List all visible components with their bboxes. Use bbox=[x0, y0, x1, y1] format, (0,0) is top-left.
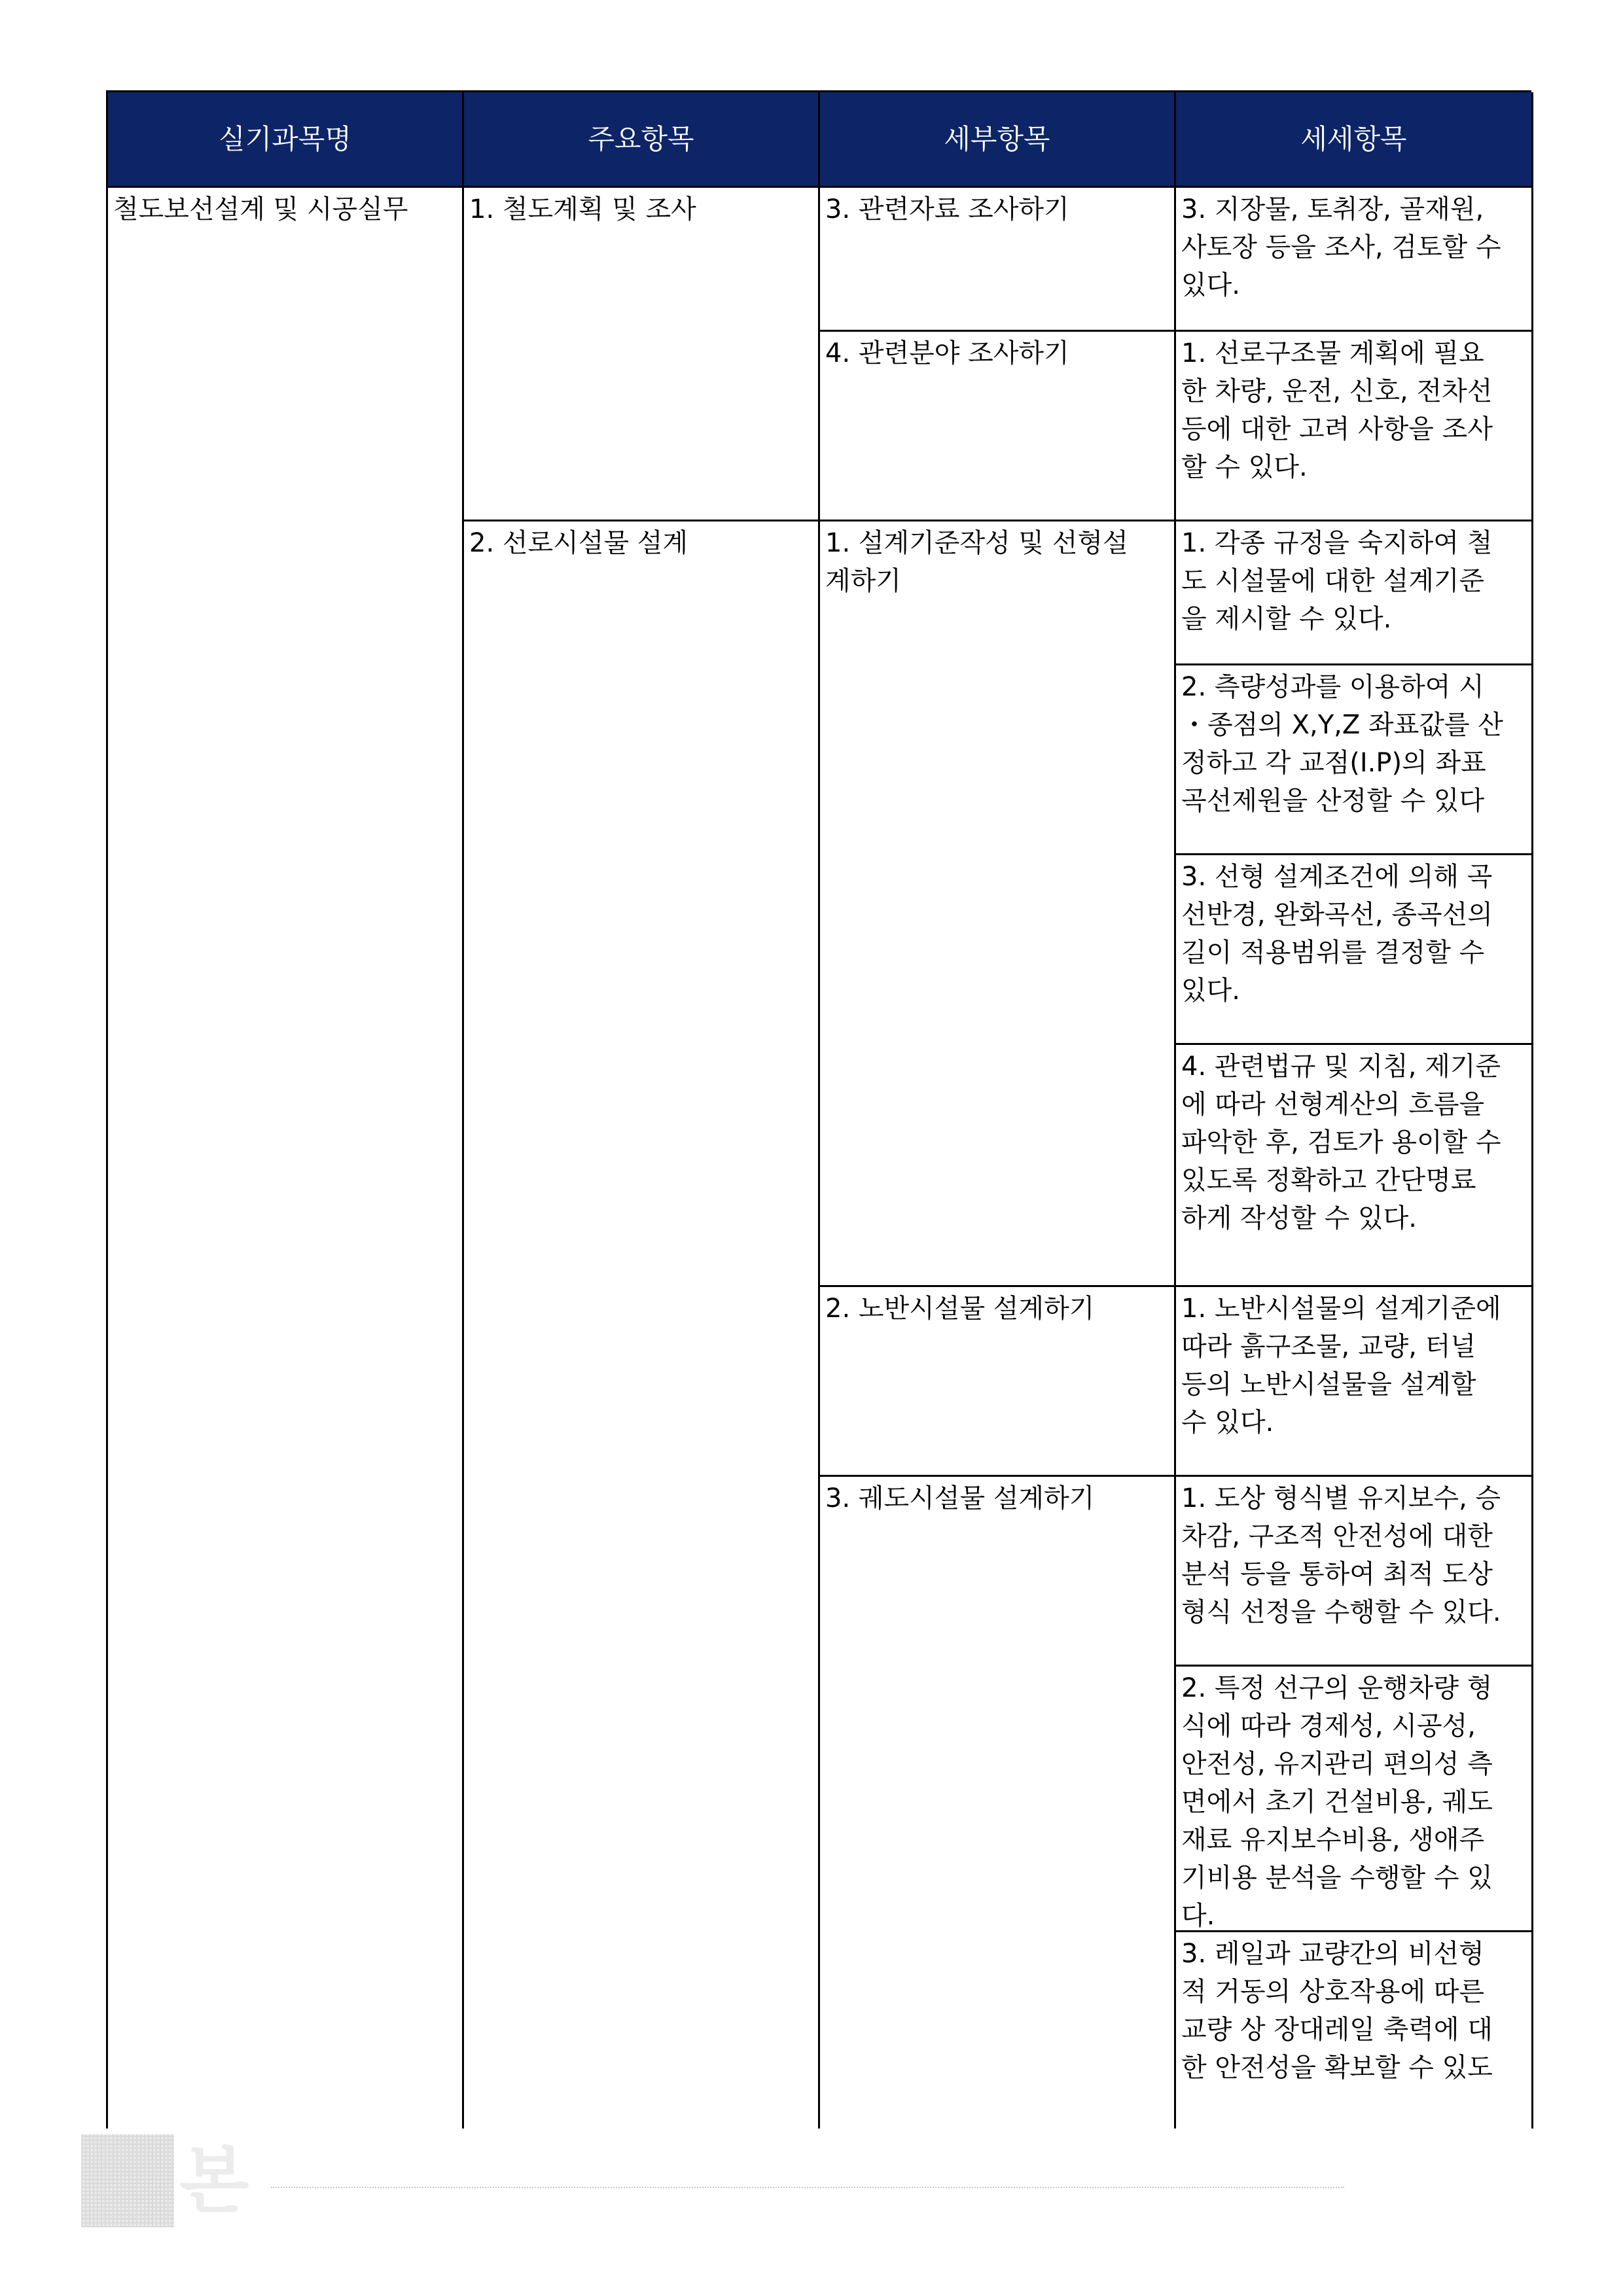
detail-item-cell: 2. 측량성과를 이용하여 시 ・종점의 X,Y,Z 좌표값를 산 정하고 각 교점(I.P)의 좌표 곡선제원을 산정할 수 있다 bbox=[1176, 665, 1533, 855]
detail-item-cell: 1. 도상 형식별 유지보수, 승 차감, 구조적 안전성에 대한 분석 등을 통하여 최적 도상 형식 선정을 수행할 수 있다. bbox=[1176, 1477, 1533, 1667]
detail-item-cell: 1. 노반시설물의 설계기준에 따라 흙구조물, 교량, 터널 등의 노반시설물을 설계할 수 있다. bbox=[1176, 1287, 1533, 1477]
detail-item-cell: 3. 선형 설계조건에 의해 곡 선반경, 완화곡선, 종곡선의 길이 적용범위를 결정할 수 있다. bbox=[1176, 855, 1533, 1045]
header-main-item: 주요항목 bbox=[464, 92, 820, 188]
detail-item-cell: 1. 선로구조물 계획에 필요 한 차량, 운전, 신호, 전차선 등에 대한 고려 사항을 조사 할 수 있다. bbox=[1176, 332, 1533, 521]
detail-item-cell: 2. 특정 선구의 운행차량 형 식에 따라 경제성, 시공성, 안전성, 유지관리 편의성 측 면에서 초기 건설비용, 궤도 재료 유지보수비용, 생애주 기비용 분석을 수행할 수 있 다. bbox=[1176, 1667, 1533, 1932]
sub-item-cell: 2. 노반시설물 설계하기 bbox=[820, 1287, 1176, 1477]
header-sub-item: 세부항목 bbox=[820, 92, 1176, 188]
main-item-cell: 1. 철도계획 및 조사 bbox=[464, 188, 820, 521]
detail-item-cell: 4. 관련법규 및 지침, 제기준 에 따라 선형계산의 흐름을 파악한 후, 검토가 용이할 수 있도록 정확하고 간단명료 하게 작성할 수 있다. bbox=[1176, 1045, 1533, 1287]
header-subject: 실기과목명 bbox=[108, 92, 464, 188]
watermark-pattern bbox=[81, 2134, 174, 2227]
watermark-text: 본 bbox=[179, 2139, 249, 2223]
curriculum-table bbox=[106, 90, 1531, 2128]
sub-item-cell: 3. 관련자료 조사하기 bbox=[820, 188, 1176, 332]
detail-item-cell: 1. 각종 규정을 숙지하여 철 도 시설물에 대한 설계기준 을 제시할 수 있다. bbox=[1176, 521, 1533, 665]
watermark bbox=[81, 2134, 271, 2227]
sub-item-cell: 4. 관련분야 조사하기 bbox=[820, 332, 1176, 521]
sub-item-cell: 3. 궤도시설물 설계하기 bbox=[820, 1477, 1176, 2128]
footer-divider bbox=[271, 2187, 1344, 2188]
main-item-cell: 2. 선로시설물 설계 bbox=[464, 521, 820, 2128]
header-detail-item: 세세항목 bbox=[1176, 92, 1533, 188]
sub-item-cell: 1. 설계기준작성 및 선형설 계하기 bbox=[820, 521, 1176, 1287]
subject-cell: 철도보선설계 및 시공실무 bbox=[108, 188, 464, 2128]
detail-item-cell: 3. 지장물, 토취장, 골재원, 사토장 등을 조사, 검토할 수 있다. bbox=[1176, 188, 1533, 332]
detail-item-cell: 3. 레일과 교량간의 비선형 적 거동의 상호작용에 따른 교량 상 장대레일 축력에 대 한 안전성을 확보할 수 있도 bbox=[1176, 1932, 1533, 2128]
